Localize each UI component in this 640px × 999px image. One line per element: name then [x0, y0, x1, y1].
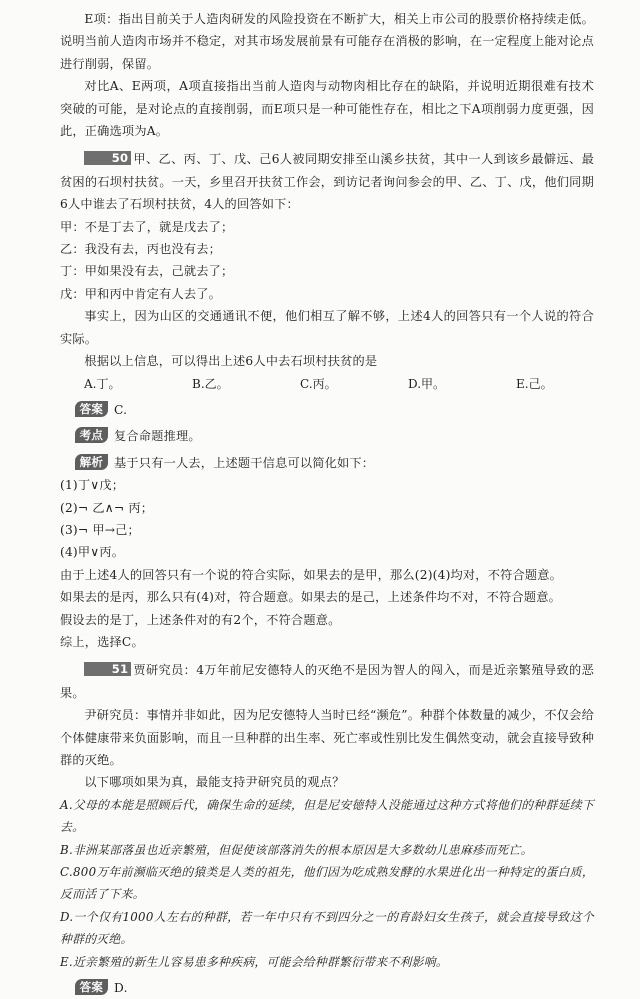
- respondent-answers: [60, 216, 594, 306]
- reasoning-1: 由于上述4人的回答只有一个说的符合实际，如果去的是甲，那么(2)(4)均对，不符合题意。: [60, 567, 563, 582]
- option-a: A.丁。: [84, 376, 121, 391]
- answer-tag: 答案: [75, 401, 108, 417]
- answer-ding: 丁：甲如果没有去，己就去了；: [60, 264, 234, 279]
- question-51: [60, 659, 594, 999]
- answer-yi: 乙：我没有去，丙也没有去；: [60, 242, 222, 257]
- comparison-conclusion: 对比A、E两项，A项直接指出当前人造肉与动物肉相比存在的缺陷，并说明近期很难有技术突破的可能，是对论点的直接削弱，而E项只是一种可能性存在，相比之下A项削弱力度更强，因此，正确选项为A。: [60, 79, 594, 139]
- point-row: [60, 425, 594, 447]
- q51-option-a: A.父母的本能是照顾后代，确保生命的延续，但是尼安德特人没能通过这种方式将他们的种群延续下去。: [60, 797, 594, 835]
- condition-2: (2)¬ 乙∧¬ 丙；: [60, 500, 154, 515]
- question-50: [60, 148, 594, 653]
- question-51-prompt: 以下哪项如果为真，最能支持尹研究员的观点？: [84, 775, 345, 790]
- point-value: 复合命题推理。: [114, 429, 201, 444]
- q51-option-b: B.非洲某部落虽也近亲繁殖，但促使该部落消失的根本原因是大多数幼儿患麻疹而死亡。: [60, 842, 533, 857]
- condition-4: (4)甲∨丙。: [60, 545, 125, 560]
- q51-answer-row: [60, 977, 594, 999]
- option-c: C.丙。: [300, 376, 337, 391]
- question-51-stem: 贾研究员：4万年前尼安德特人的灭绝不是因为智人的闯入，而是近亲繁殖导致的恶果。: [60, 663, 594, 700]
- previous-question-analysis: [60, 8, 594, 142]
- question-50-stem: 甲、乙、丙、丁、戊、己6人被同期安排至山溪乡扶贫，其中一人到该乡最僻远、最贫困的石坝村扶贫。一天，乡里召开扶贫工作会，到访记者询问参会的甲、乙、丁、戊，他们同期6人中谁去了石坝村扶贫，4人的回答如下：: [60, 152, 594, 212]
- answer-value: C.: [114, 402, 128, 417]
- question-51-options: [60, 794, 594, 973]
- question-50-prompt: 根据以上信息，可以得出上述6人中去石坝村扶贫的是: [84, 354, 378, 369]
- answer-jia: 甲：不是丁去了，就是戊去了；: [60, 219, 234, 234]
- analysis-tag: 解析: [75, 454, 108, 470]
- q51-option-c: C.800万年前濒临灭绝的猿类是人类的祖先，他们因为吃成熟发酵的水果进化出一种特定的蛋白质，反而活了下来。: [60, 865, 594, 902]
- q51-answer-value: D.: [114, 981, 128, 996]
- reasoning-2: 如果去的是丙，那么只有(4)对，符合题意。如果去的是己，上述条件均不对，不符合题意。: [60, 590, 561, 605]
- option-b: B.乙。: [192, 376, 229, 391]
- condition-1: (1)丁∨戊；: [60, 478, 125, 493]
- question-51-stem-2: 尹研究员：事情并非如此，因为尼安德特人当时已经“濒危”。种群个体数量的减少，不仅会给个体健康带来负面影响，而且一旦种群的出生率、死亡率或性别比发生偶然变动，就会直接导致种群的灭绝。: [60, 708, 594, 767]
- question-50-fact: 事实上，因为山区的交通通讯不便，他们相互了解不够，上述4人的回答只有一个人说的符合实际。: [60, 309, 594, 346]
- q51-option-e: E.近亲繁殖的新生儿容易患多种疾病，可能会给种群繁衍带来不利影响。: [60, 954, 448, 969]
- reasoning-4: 综上，选择C。: [60, 634, 144, 649]
- option-d: D.甲。: [408, 376, 446, 391]
- option-e: E.己。: [516, 376, 553, 391]
- analysis-row: [60, 452, 594, 474]
- analysis-conditions: [60, 474, 594, 564]
- analysis-reasoning: [60, 564, 594, 654]
- answer-row: [60, 399, 594, 421]
- answer-wu: 戊：甲和丙中肯定有人去了。: [60, 286, 222, 301]
- question-number-50: 50: [84, 151, 131, 165]
- analysis-intro: 基于只有一人去，上述题干信息可以简化如下：: [114, 455, 375, 470]
- question-50-options: [60, 373, 594, 395]
- question-number-51: 51: [84, 662, 131, 676]
- reasoning-3: 假设去的是丁，上述条件对的有2个，不符合题意。: [60, 612, 341, 627]
- point-tag: 考点: [75, 427, 108, 443]
- option-e-analysis: E项：指出目前关于人造肉研发的风险投资在不断扩大，相关上市公司的股票价格持续走低。说明当前人造肉市场并不稳定，对其市场发展前景有可能存在消极的影响，在一定程度上能对论点进行削弱，保留。: [60, 12, 594, 71]
- q51-option-d: D.一个仅有1000人左右的种群，若一年中只有不到四分之一的育龄妇女生孩子，就会直接导致这个种群的灭绝。: [60, 909, 594, 947]
- condition-3: (3)¬ 甲→己；: [60, 522, 140, 537]
- q51-answer-tag: 答案: [75, 979, 108, 995]
